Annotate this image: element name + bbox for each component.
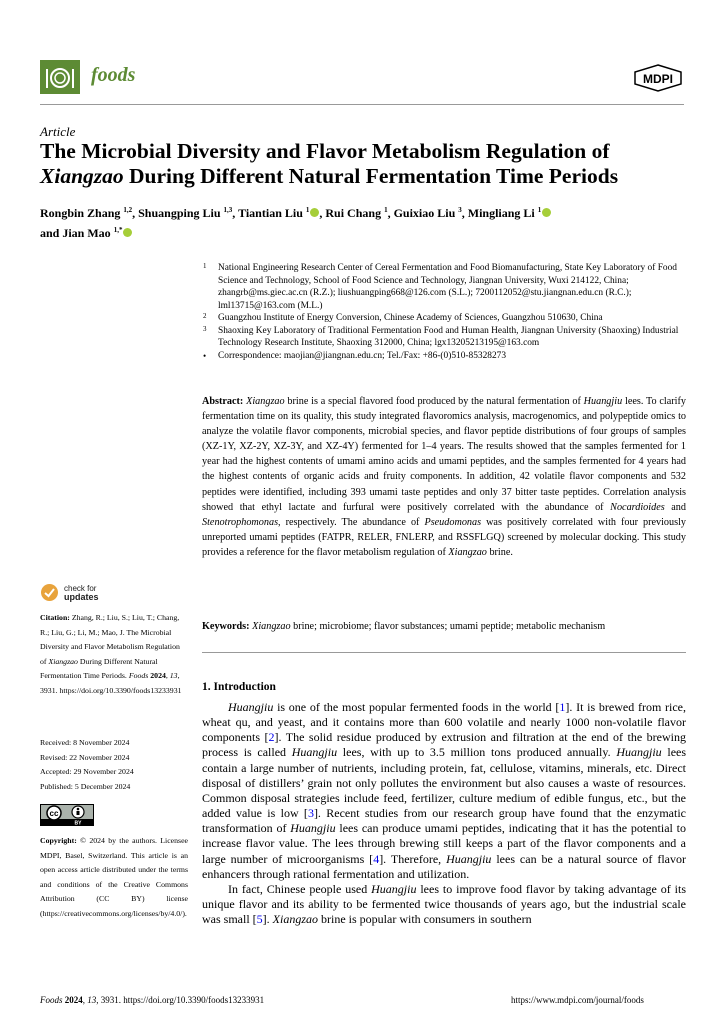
- cc-by-license-badge[interactable]: [40, 804, 94, 826]
- author-name: Guixiao Liu: [393, 206, 459, 220]
- foods-logo: [40, 60, 80, 94]
- author-name: Tiantian Liu: [238, 206, 306, 220]
- author-name: Shuangping Liu: [138, 206, 224, 220]
- foods-plate-icon: [40, 60, 80, 94]
- author-separator: ,: [319, 206, 326, 220]
- abstract: Abstract: Xiangzao brine is a special flavored food produced by the natural fermentation of Huangjiu lees. To clarify fermentation time on its quality, this study integrated flavoromics analysis, macrogenomics, and polypeptide omics to analyze the volatile flavor components, microbial species, and flavor peptide distributions of four groups of samples (XZ-1Y, XZ-2Y, XZ-3Y, and XZ-4Y) fermented for 1–4 years. The results showed that the samples fermented for 1 year had the highest contents of umami amino acids and umami peptides, and the samples fermented for 4 years had the highest contents of organic acids and fruity components. In addition, 42 volatile flavor components and 532 peptides were identified, including 393 umami taste peptides and only 37 bitter taste peptides. Correlation analysis showed that ethyl lactate and furfural were positively correlated with the abundance of Nocardioides and Stenotrophomonas, respectively. The abundance of Pseudomonas was positively correlated with four previously unreported umami peptides (FATPR, RELER, FNLERP, and RSSFLGQ) screened by molecular docking. This study provides a reference for the flavor metabolism regulation of Xiangzao brine.: [202, 396, 687, 558]
- author-affiliation-marker: 1,3: [223, 206, 233, 214]
- title-text-end: During Different Natural Fermentation Time Periods: [123, 164, 619, 188]
- author-list: [40, 202, 680, 242]
- citation-doi[interactable]: , 3931. https://doi.org/10.3390/foods13233931: [40, 671, 182, 695]
- title-text: The Microbial Diversity and Flavor Metabolism Regulation of: [40, 139, 610, 163]
- footer-journal-url[interactable]: https://www.mdpi.com/journal/foods: [511, 995, 644, 1005]
- author-affiliation-marker: 1,2: [123, 206, 133, 214]
- correspondence-marker: •: [203, 350, 207, 361]
- author-affiliation-marker: 1,*: [113, 226, 123, 234]
- copyright-label: Copyright:: [40, 836, 77, 845]
- article-title: [40, 139, 690, 189]
- keywords: Keywords: Xiangzao brine; microbiome; flavor substances; umami peptide; metabolic mechanism: [202, 621, 606, 632]
- introduction-body: [202, 700, 686, 927]
- author-name: Mingliang Li: [467, 206, 538, 220]
- received-date: Received: 8 November 2024: [40, 738, 130, 747]
- citation-text: Zhang, R.; Liu, S.; Liu, T.; Chang, R.; Liu, G.; Li, M.; Mao, J. The Microbial Diversity and Flavor Metabolism Regulation of: [40, 613, 180, 666]
- author-affiliation-marker: 1: [384, 206, 388, 214]
- title-italic: Xiangzao: [40, 164, 124, 188]
- affiliation-item: [203, 262, 688, 312]
- keywords-text: brine; microbiome; flavor substances; umami peptide; metabolic mechanism: [290, 621, 606, 632]
- citation-year: 2024: [150, 671, 166, 680]
- author-separator: ,: [132, 206, 139, 220]
- header-divider: [40, 104, 684, 105]
- abstract-divider: [202, 652, 686, 653]
- affiliation-number: 2: [203, 312, 207, 320]
- revised-date: Revised: 22 November 2024: [40, 752, 130, 762]
- correspondence: [203, 350, 688, 363]
- footer-citation: Foods 2024, 13, 3931. https://doi.org/10.3390/foods13233931: [40, 995, 265, 1005]
- author-name: Rongbin Zhang: [40, 206, 124, 220]
- check-updates-link[interactable]: [64, 584, 99, 602]
- check-updates-line1: check for: [64, 584, 97, 593]
- affiliations: [203, 262, 688, 362]
- affiliation-number: 1: [203, 262, 207, 270]
- citation-text-2: During Different Natural Fermentation Time Periods.: [40, 656, 158, 680]
- mdpi-label: MDPI: [643, 72, 673, 86]
- author-separator: ,: [387, 206, 394, 220]
- affiliation-text: Shaoxing Key Laboratory of Traditional Fermentation Food and Human Health, Jiangnan University (Shaoxing) Industrial Technology Research Institute, Shaoxing 312000, China; lgx13205213195@163.com: [218, 325, 679, 348]
- orcid-icon[interactable]: [123, 228, 132, 237]
- cc-label: cc: [49, 809, 59, 818]
- affiliation-item: [203, 325, 688, 350]
- author-affiliation-marker: 3: [458, 206, 462, 214]
- affiliation-text: National Engineering Research Center of Cereal Fermentation and Food Biomanufacturing, State Key Laboratory of Food Science and Technology, School of Food Science and Technology, Jiangnan University, Wuxi 214122, China; zhangrb@ms.giec.ac.cn (R.Z.); liushuangping668@126.com (S.L.); 7200112052@stu.jiangnan.edu.cn (R.C.); lml13715@163.com (M.L.): [218, 263, 677, 311]
- accepted-date: Accepted: 29 November 2024: [40, 767, 134, 777]
- publication-dates: [40, 736, 188, 794]
- copyright-notice: [40, 834, 188, 922]
- author-separator: ,: [461, 206, 468, 220]
- paragraph: In fact, Chinese people used Huangjiu lees to improve food flavor by taking advantage of its unique flavor and its ability to be fermented twice thousands of years ago, but the industrial scale was small [5]. Xiangzao brine is popular with consumers in southern: [202, 881, 686, 927]
- author-name: and Jian Mao: [40, 226, 114, 240]
- published-date: Published: 5 December 2024: [40, 781, 131, 791]
- paragraph: Huangjiu is one of the most popular fermented foods in the world [1]. It is brewed from rice, wheat qu, and yeast, and it contains more than 600 volatile and nearly 1000 non-volatile flavor components [2]. The solid residue produced by extrusion and filtration at the end of the brewing process is called Huangjiu lees, with up to 3.5 million tons produced annually. Huangjiu lees contain a large number of nutrients, including protein, fat, cellulose, vitamins, minerals, etc. Direct disposal of distillers’ grain not only pollutes the environment but also causes a waste of resources. Common disposal strategies include feed, fertilizer, culture medium of edible fungus, etc., but the added value is low [3]. Recent studies from our research group have found that the enzymatic transformation of Huangjiu lees can produce umami peptides, indicating that it has the potential to increase flavor value. The lees through brewing still keeps a part of the flavor components and a large number of microorganisms [4]. Therefore, Huangjiu lees can be a natural source of flavor enhancers through rational fermentation and utilization.: [202, 700, 687, 881]
- citation-block: [40, 611, 188, 698]
- correspondence-text: Correspondence: maojian@jiangnan.edu.cn; Tel./Fax: +86-(0)510-85328273: [218, 350, 507, 361]
- author-affiliation-marker: 1: [305, 206, 310, 214]
- citation-journal: Foods: [128, 671, 149, 680]
- abstract-label: Abstract:: [202, 396, 244, 407]
- keywords-label: Keywords:: [202, 621, 250, 632]
- check-updates-icon[interactable]: [40, 583, 59, 602]
- citation-label: Citation:: [40, 613, 70, 622]
- citation-sep: ,: [165, 671, 170, 680]
- copyright-text: © 2024 by the authors. Licensee MDPI, Basel, Switzerland. This article is an open access article distributed under the terms and conditions of the Creative Commons Attribution (CC BY) license (https://creativecommons.org/licenses/by/4.0/).: [40, 836, 188, 918]
- affiliation-text: Guangzhou Institute of Energy Conversion, Chinese Academy of Sciences, Guangzhou 510630, China: [218, 313, 603, 323]
- by-label: BY: [74, 820, 82, 826]
- author-affiliation-marker: 1: [537, 206, 542, 214]
- citation-volume: 13: [169, 671, 178, 680]
- author-separator: ,: [232, 206, 239, 220]
- citation-italic: Xiangzao: [48, 656, 78, 666]
- check-updates-line2: updates: [64, 592, 99, 602]
- orcid-icon[interactable]: [542, 208, 551, 217]
- author-name: Rui Chang: [325, 206, 385, 220]
- section-heading: 1. Introduction: [202, 681, 276, 693]
- affiliation-item: [203, 312, 688, 325]
- journal-name: foods: [91, 64, 136, 86]
- mdpi-logo: [633, 64, 683, 92]
- article-type: Article: [40, 124, 76, 139]
- affiliation-number: 3: [203, 324, 207, 333]
